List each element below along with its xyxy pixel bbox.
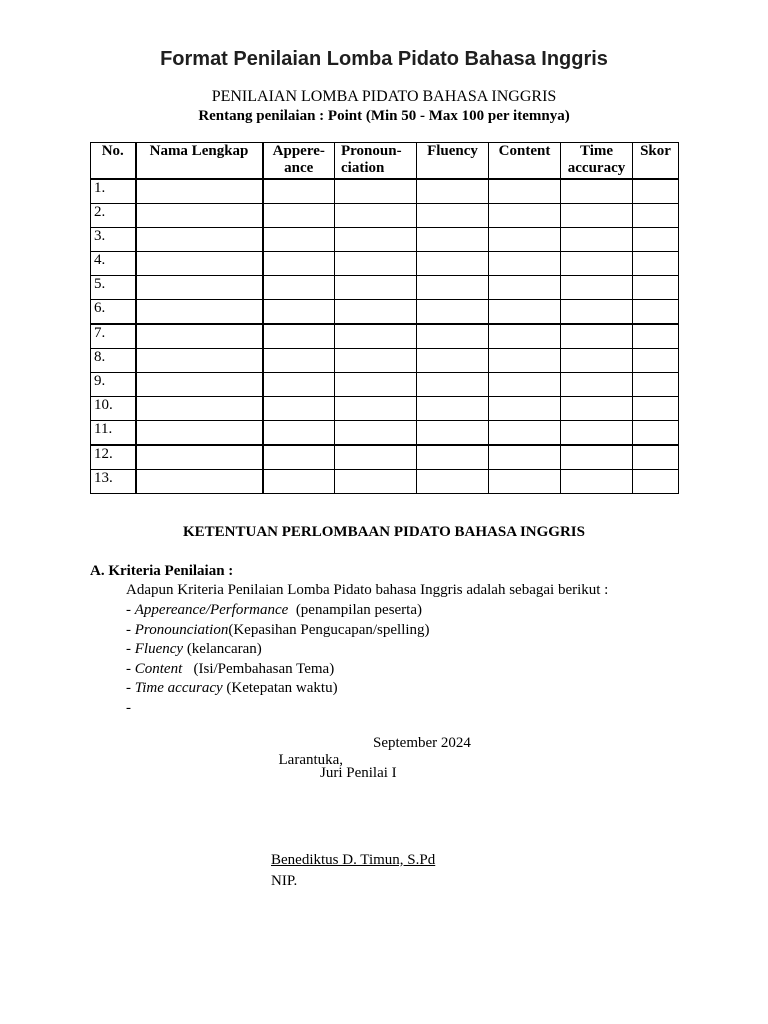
table-cell [335, 397, 417, 421]
table-cell [263, 228, 335, 252]
header-score: Skor [633, 143, 679, 180]
table-cell [417, 349, 489, 373]
table-cell [417, 179, 489, 204]
table-cell [136, 300, 263, 325]
table-cell [633, 300, 679, 325]
table-cell [335, 470, 417, 494]
signature-date: September 2024 [373, 735, 471, 751]
table-cell [417, 228, 489, 252]
criteria-intro: Adapun Kriteria Penilaian Lomba Pidato bahasa Inggris adalah sebagai berikut : [126, 582, 609, 598]
signature-place: Larantuka, [278, 752, 344, 768]
table-cell [263, 204, 335, 228]
signature-name: Benediktus D. Timun, S.Pd [271, 852, 436, 868]
table-cell [489, 445, 561, 470]
table-cell [263, 445, 335, 470]
table-cell [561, 421, 633, 446]
row-number: 8. [91, 349, 136, 373]
criteria-heading: A. Kriteria Penilaian : [90, 563, 234, 579]
table-cell [263, 349, 335, 373]
row-number: 5. [91, 276, 136, 300]
table-header-row [91, 143, 679, 180]
table-cell [136, 204, 263, 228]
table-cell [489, 179, 561, 204]
table-cell [263, 470, 335, 494]
table-row [91, 300, 679, 325]
header-name: Nama Lengkap [136, 143, 263, 180]
table-cell [417, 300, 489, 325]
list-item: - Fluency (kelancaran) [126, 641, 262, 657]
table-cell [489, 300, 561, 325]
table-cell [263, 276, 335, 300]
table-cell [633, 179, 679, 204]
table-cell [561, 300, 633, 325]
criteria-list [126, 601, 430, 718]
table-cell [561, 470, 633, 494]
row-number: 2. [91, 204, 136, 228]
list-item: - Content (Isi/Pembahasan Tema) [126, 660, 335, 677]
table-cell [633, 470, 679, 494]
table-cell [335, 228, 417, 252]
table-cell [561, 445, 633, 470]
table-cell [335, 349, 417, 373]
row-number: 12. [91, 445, 136, 470]
row-number: 9. [91, 373, 136, 397]
table-cell [633, 276, 679, 300]
table-row [91, 204, 679, 228]
table-cell [489, 421, 561, 446]
table-cell [136, 276, 263, 300]
table-cell [489, 397, 561, 421]
table-cell [263, 373, 335, 397]
list-item: - Pronounciation(Kepasihan Pengucapan/spelling) [126, 621, 430, 638]
table-cell [136, 421, 263, 446]
row-number: 13. [91, 470, 136, 494]
table-cell [489, 373, 561, 397]
table-cell [633, 421, 679, 446]
table-cell [489, 324, 561, 349]
list-item: - [126, 699, 131, 716]
table-cell [633, 228, 679, 252]
row-number: 6. [91, 300, 136, 325]
table-cell [335, 276, 417, 300]
row-number: 10. [91, 397, 136, 421]
table-cell [263, 324, 335, 349]
table-cell [335, 445, 417, 470]
table-cell [136, 445, 263, 470]
table-cell [633, 397, 679, 421]
table-cell [561, 276, 633, 300]
table-cell [489, 470, 561, 494]
table-row [91, 397, 679, 421]
table-cell [489, 349, 561, 373]
table-row [91, 373, 679, 397]
table-cell [417, 324, 489, 349]
table-cell [136, 179, 263, 204]
list-item: - Appereance/Performance (penampilan peserta) [126, 602, 423, 618]
table-cell [633, 349, 679, 373]
table-cell [489, 252, 561, 276]
row-number: 3. [91, 228, 136, 252]
table-cell [335, 421, 417, 446]
header-pronunciation: Pronoun- ciation [335, 143, 417, 180]
row-number: 4. [91, 252, 136, 276]
table-row [91, 349, 679, 373]
table-cell [633, 324, 679, 349]
table-cell [561, 179, 633, 204]
table-cell [417, 445, 489, 470]
table-cell [335, 252, 417, 276]
header-fluency: Fluency [417, 143, 489, 180]
page-title: Format Penilaian Lomba Pidato Bahasa Inggris [160, 48, 608, 70]
table-row [91, 470, 679, 494]
table-cell [263, 179, 335, 204]
table-cell [335, 300, 417, 325]
table-cell [633, 445, 679, 470]
table-row [91, 179, 679, 204]
table-cell [136, 470, 263, 494]
table-cell [417, 204, 489, 228]
table-row [91, 276, 679, 300]
header-time-accuracy: Time accuracy [561, 143, 633, 180]
table-row [91, 421, 679, 446]
row-number: 7. [91, 324, 136, 349]
table-cell [417, 252, 489, 276]
table-row [91, 445, 679, 470]
table-cell [263, 300, 335, 325]
table-cell [561, 349, 633, 373]
table-cell [561, 228, 633, 252]
table-cell [136, 228, 263, 252]
table-cell [561, 397, 633, 421]
table-cell [633, 252, 679, 276]
table-cell [561, 252, 633, 276]
header-appearance: Appere- ance [263, 143, 335, 180]
table-row [91, 252, 679, 276]
table-cell [335, 324, 417, 349]
table-cell [489, 276, 561, 300]
table-cell [136, 397, 263, 421]
list-item: - Time accuracy (Ketepatan waktu) [126, 680, 338, 696]
table-cell [633, 373, 679, 397]
table-cell [417, 470, 489, 494]
table-row [91, 324, 679, 349]
score-table [90, 142, 679, 494]
rules-title: KETENTUAN PERLOMBAAN PIDATO BAHASA INGGRIS [182, 524, 585, 540]
table-cell [417, 397, 489, 421]
table-cell [263, 397, 335, 421]
table-cell [561, 324, 633, 349]
table-cell [633, 204, 679, 228]
score-range-note: Rentang penilaian : Point (Min 50 - Max 100 per itemnya) [198, 108, 570, 124]
table-row [91, 228, 679, 252]
table-cell [335, 179, 417, 204]
table-cell [561, 373, 633, 397]
signature-role: Juri Penilai I [320, 765, 397, 781]
signature-nip: NIP. [271, 873, 298, 889]
table-cell [335, 373, 417, 397]
table-cell [136, 252, 263, 276]
table-cell [417, 276, 489, 300]
table-cell [489, 204, 561, 228]
table-cell [417, 421, 489, 446]
table-cell [489, 228, 561, 252]
header-content: Content [489, 143, 561, 180]
table-cell [136, 373, 263, 397]
form-heading: PENILAIAN LOMBA PIDATO BAHASA INGGRIS [211, 88, 557, 105]
row-number: 1. [91, 179, 136, 204]
table-cell [136, 349, 263, 373]
table-cell [136, 324, 263, 349]
table-cell [561, 204, 633, 228]
row-number: 11. [91, 421, 136, 446]
table-cell [335, 204, 417, 228]
table-cell [263, 252, 335, 276]
header-no: No. [91, 143, 136, 180]
table-cell [263, 421, 335, 446]
table-cell [417, 373, 489, 397]
